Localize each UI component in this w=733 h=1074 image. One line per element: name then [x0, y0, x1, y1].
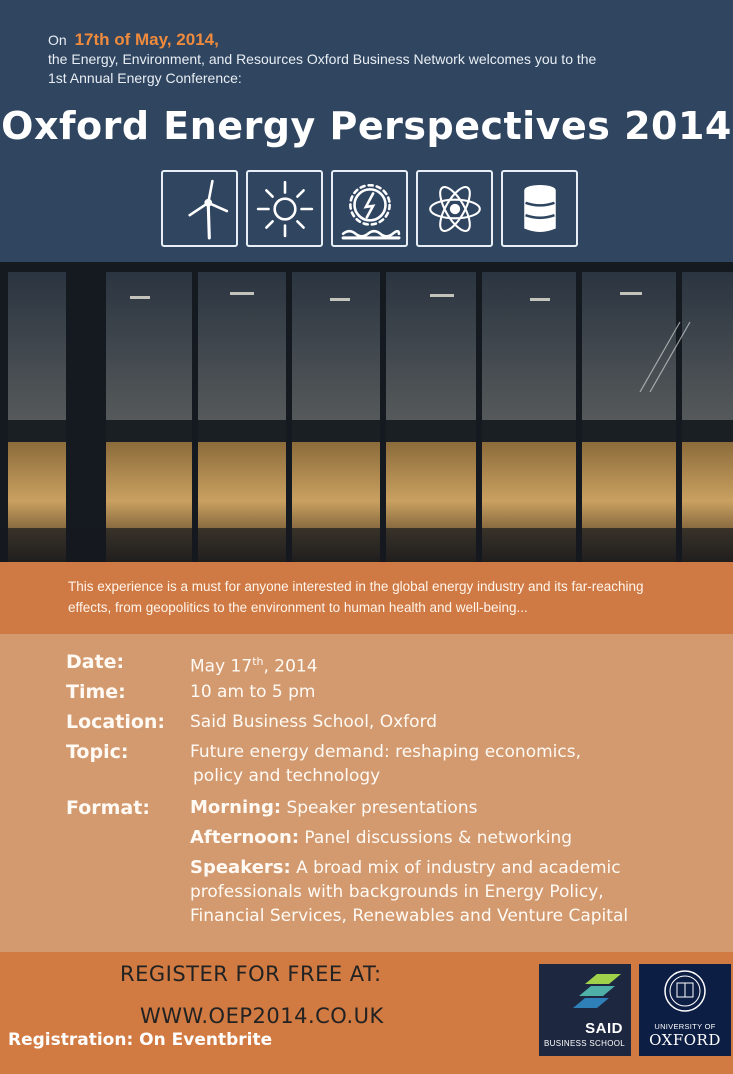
location-label: Location:	[66, 711, 166, 733]
date-value: May 17th, 2014	[190, 655, 318, 677]
time-label: Time:	[66, 681, 126, 703]
afternoon-item: Afternoon: Panel discussions & networking	[190, 827, 573, 848]
oxford-subtitle: UNIVERSITY OF	[654, 1022, 716, 1031]
topic-value: Future energy demand: reshaping economics, policy and technology	[190, 742, 581, 786]
morning-item: Morning: Speaker presentations	[190, 797, 478, 818]
oxford-name: OXFORD	[649, 1031, 721, 1049]
format-label: Format:	[66, 797, 150, 819]
said-name: SAID	[585, 1020, 623, 1037]
topic-label: Topic:	[66, 741, 129, 763]
intro-line-3: 1st Annual Energy Conference:	[48, 70, 242, 86]
location-value: Said Business School, Oxford	[190, 712, 438, 732]
said-chevron-icon	[539, 964, 631, 1019]
register-heading: REGISTER FOR FREE AT:	[120, 962, 382, 986]
conference-title: Oxford Energy Perspectives 2014	[1, 104, 732, 148]
said-business-school-logo	[539, 964, 631, 1056]
event-details	[0, 634, 733, 952]
teaser-text: This experience is a must for anyone interested in the global energy industry and its far-reaching effects, from geopolitics to the environment to human health and well-being...	[68, 579, 644, 615]
university-of-oxford-logo	[639, 964, 731, 1056]
oxford-crest-icon	[639, 964, 731, 1020]
hydro-power-icon	[331, 170, 408, 247]
date-label: Date:	[66, 651, 125, 673]
register-url-link[interactable]: WWW.OEP2014.CO.UK	[140, 1004, 384, 1028]
atom-icon	[416, 170, 493, 247]
oil-barrel-icon	[501, 170, 578, 247]
header-band	[0, 0, 733, 262]
teaser-band	[0, 562, 733, 634]
event-date-highlight: 17th of May, 2014,	[74, 30, 219, 49]
said-subtitle: BUSINESS SCHOOL	[544, 1039, 625, 1048]
intro-text	[48, 30, 708, 88]
speakers-item: Speakers: A broad mix of industry and academic	[190, 857, 621, 878]
footer-band	[0, 952, 733, 1074]
format-value: Morning: Speaker presentations Afternoon: Panel discussions & networking Speakers: A broad mix of industry and academic professionals with backgrounds in Energy Policy, Financial Services, Renewables and Venture Capital	[190, 796, 660, 928]
intro-line-2: the Energy, Environment, and Resources Oxford Business Network welcomes you to the	[48, 51, 597, 67]
sun-icon	[246, 170, 323, 247]
intro-on: On	[48, 32, 67, 48]
time-value: 10 am to 5 pm	[190, 682, 316, 702]
registration-note: Registration: On Eventbrite	[8, 1030, 273, 1050]
wind-turbine-icon	[161, 170, 238, 247]
building-photo	[0, 262, 733, 562]
energy-icons-row	[161, 170, 578, 247]
